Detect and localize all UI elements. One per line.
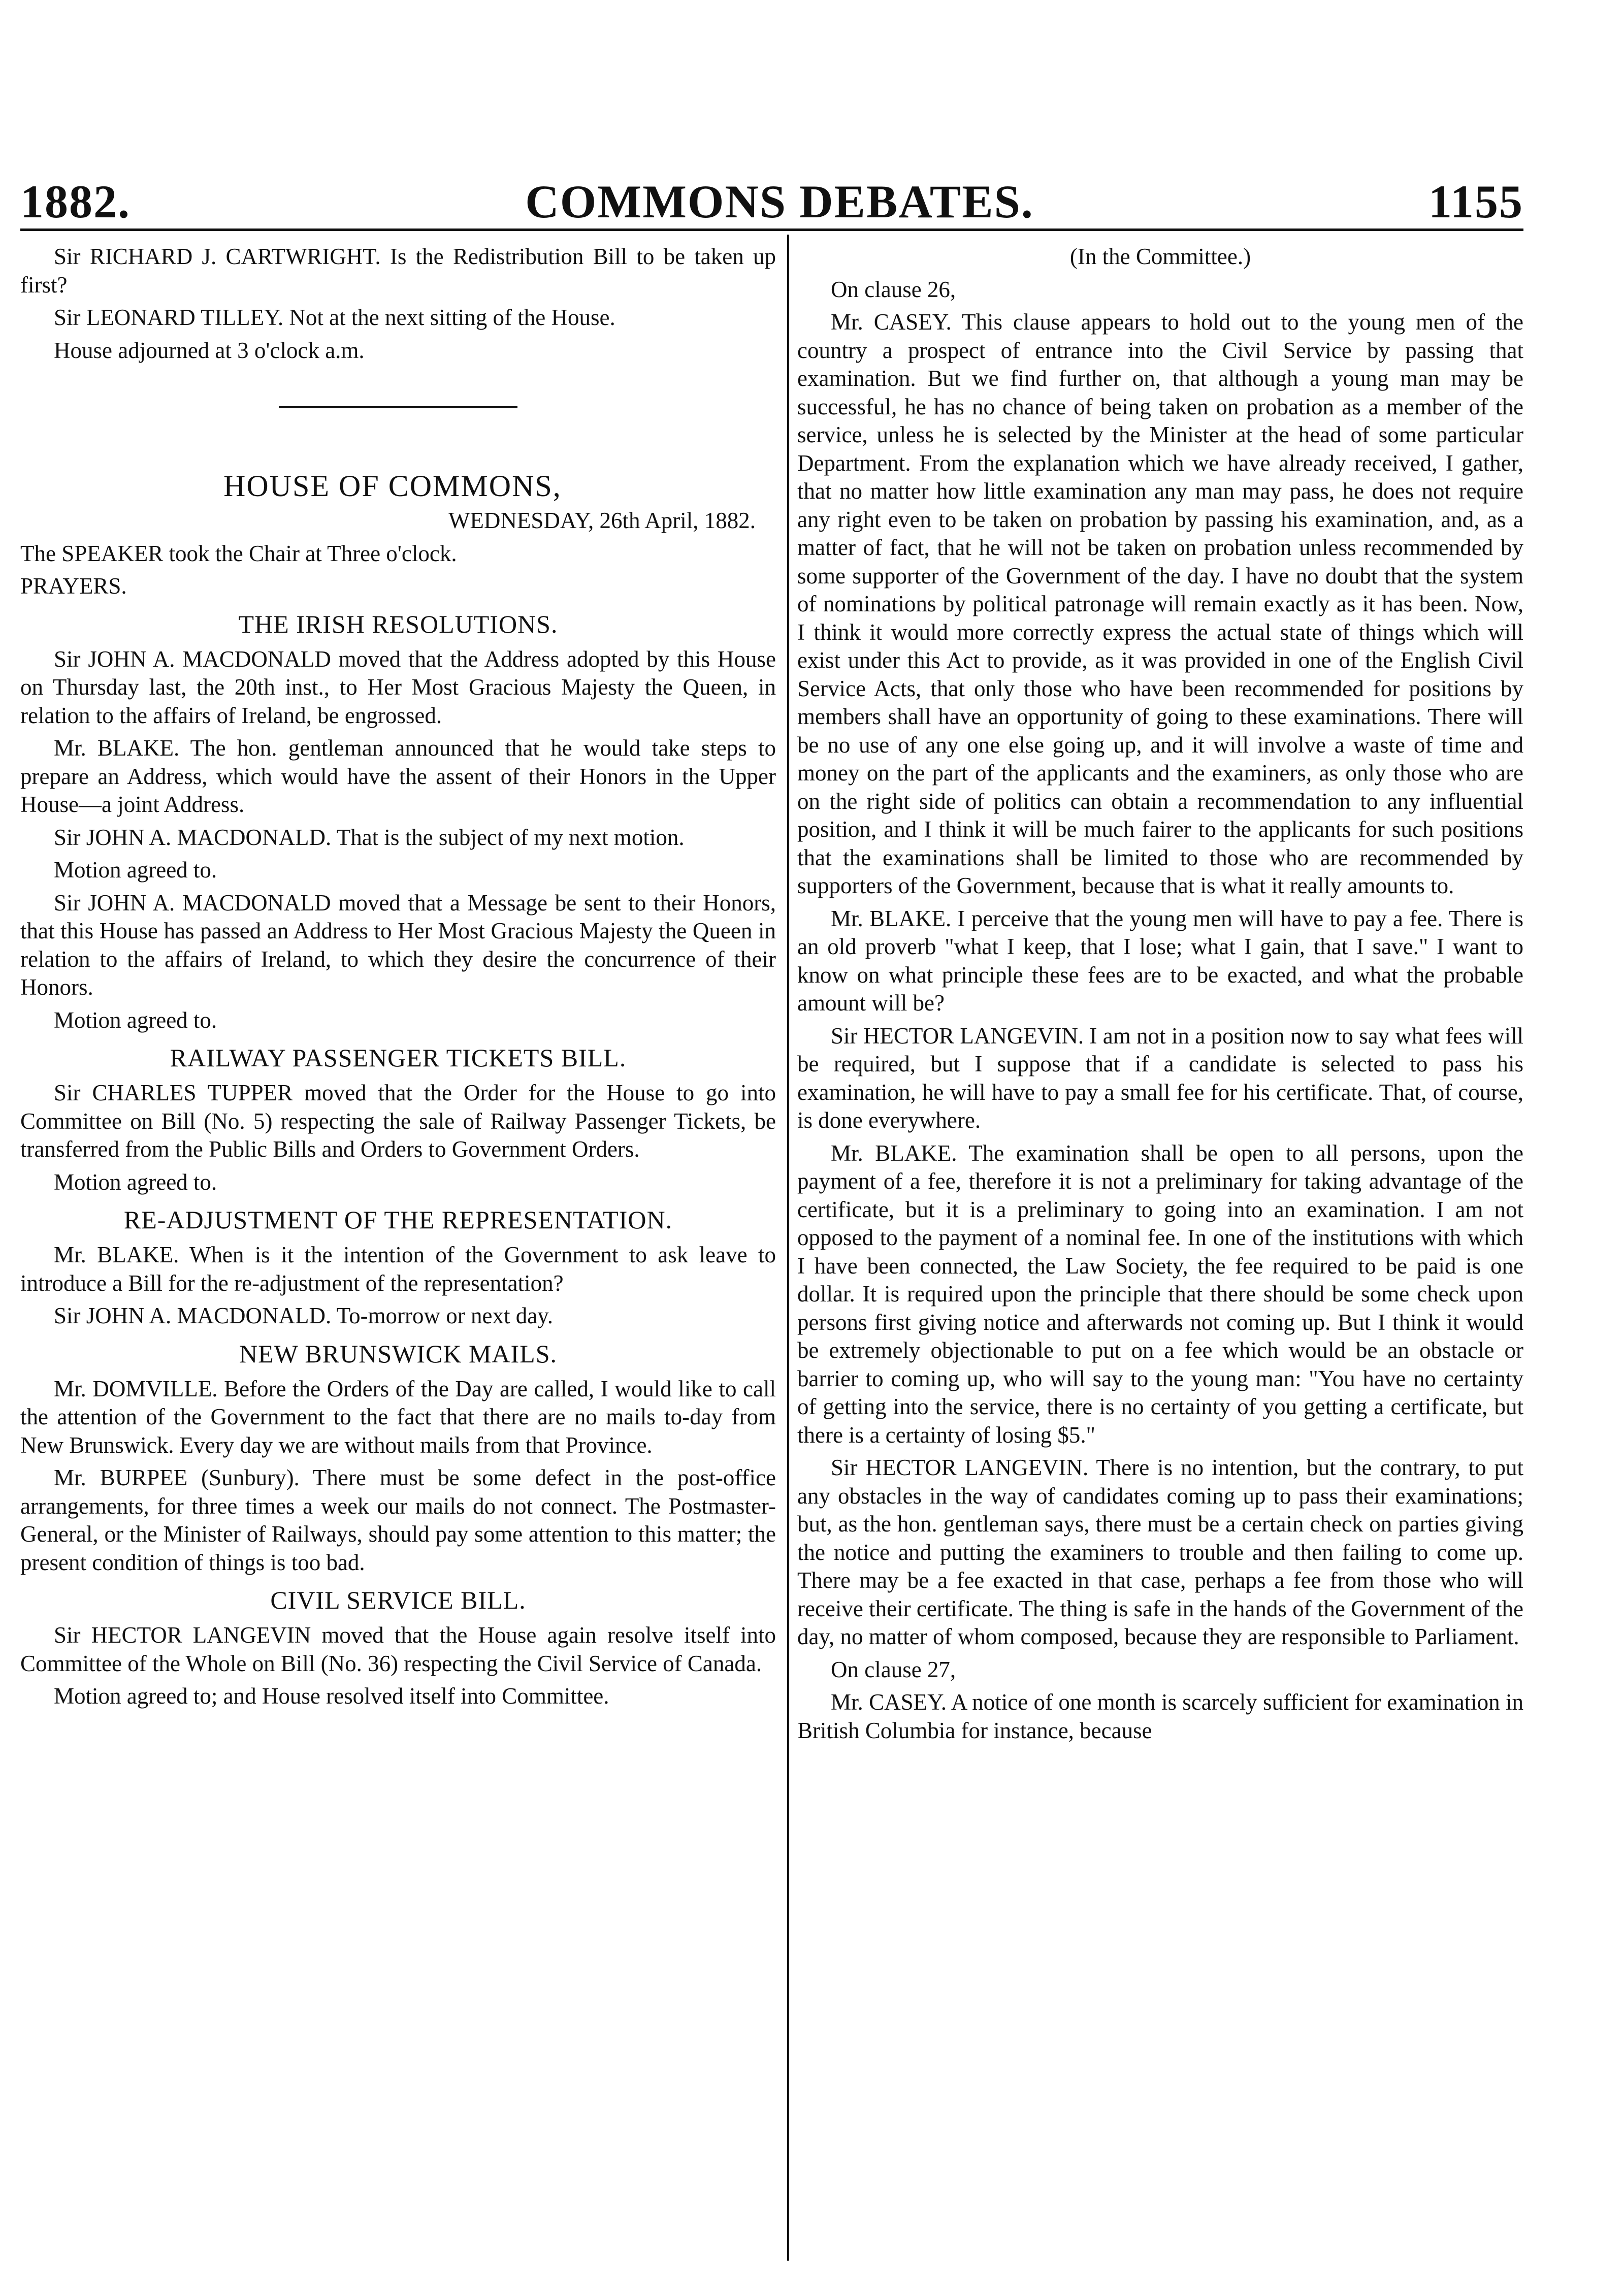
house-title: HOUSE OF COMMONS, xyxy=(223,469,562,503)
section-heading: NEW BRUNSWICK MAILS. xyxy=(239,1339,558,1368)
section-heading: THE IRISH RESOLUTIONS. xyxy=(238,609,558,638)
clause-line: On clause 26, xyxy=(831,276,956,302)
paragraph: Sir CHARLES TUPPER moved that the Order for the House to go into Committee on Bill (No. 5) respecting the sale of Railway Passenger Tickets, be transferred from the Public Bills and Orders to Government Orders. xyxy=(20,1080,776,1162)
paragraph: Mr. BLAKE. I perceive that the young men will have to pay a fee. There is an old proverb "what I keep, that I lose; what I gain, that I save." I want to know on what principle these fees are to be exacted, and what the probable amount will be? xyxy=(797,905,1523,1016)
paragraph: Motion agreed to. xyxy=(54,857,217,883)
date-line: WEDNESDAY, 26th April, 1882. xyxy=(448,508,756,533)
section-heading: CIVIL SERVICE BILL. xyxy=(270,1586,526,1614)
header-page-number: 1155 xyxy=(1428,176,1523,227)
paragraph: Sir HECTOR LANGEVIN. I am not in a position now to say what fees will be required, but I suppose that if a candidate is selected to pass his examination, he will have to pay a small fee for his certificate. That, of course, is done everywhere. xyxy=(797,1023,1523,1133)
header-title: COMMONS DEBATES. xyxy=(525,176,1034,227)
paragraph: Sir HECTOR LANGEVIN. There is no intention, but the contrary, to put any obstacles in the way of candidates coming up to pass their examinations; but, as the hon. gentleman says, there must be a certain check on parties giving the notice and putting the examiners to trouble and then failing to come up. There may be a fee exacted in that case, perhaps a fee from those who will receive their certificate. The thing is safe in the hands of the Government of the day, no matter of whom composed, because they are responsible to Parliament. xyxy=(797,1455,1523,1649)
paragraph: Mr. BLAKE. When is it the intention of the Government to ask leave to introduce a Bill for the re-adjustment of the representation? xyxy=(20,1242,776,1296)
paragraph: Mr. DOMVILLE. Before the Orders of the Day are called, I would like to call the attention of the Government to the fact that there are no mails to-day from New Brunswick. Every day we are without mails from that Province. xyxy=(20,1376,776,1458)
paragraph: Motion agreed to; and House resolved itself into Committee. xyxy=(54,1683,609,1709)
paragraph: Mr. BLAKE. The examination shall be open to all persons, upon the payment of a fee, therefore it is not a preliminary for taking advantage of the certificate, but it is a preliminary to going into an examination. I am not opposed to the payment of a nominal fee. In one of the institutions with which I have been connected, the Law Society, the fee required to be paid is one dollar. It is required upon the principle that there should be some check upon persons first giving notice and afterwards not coming up. But I think it would be extremely objectionable to put on a fee which would be an obstacle or barrier to coming up, who will say to the young man: "You have no certainty of getting into the service, there is no certainty of you getting a certificate, but there is a certainty of losing $5." xyxy=(797,1140,1523,1448)
paragraph: Mr. CASEY. This clause appears to hold out to the young men of the country a prospect of entrance into the Civil Service by passing that examination. But we find further on, that although a young man may be successful, he has no chance of being taken on probation as a member of the service, unless he is selected by the Minister at the head of some particular Department. From the explanation which we have already received, I gather, that no matter how little examination any man may pass, he does not require any right even to be taken on probation by passing his examination, and, as a matter of fact, that he will not be taken on probation unless recommended by some supporter of the Government of the day. I have no doubt that the system of nominations by political patronage will remain exactly as it has been. Now, I think it would more correctly express the actual state of things which will exist under this Act to provide, as it was provided in one of the English Civil Service Acts, that only those who have been recommended for positions by members shall have an opportunity of going to these examinations. There will be no use of any one else going up, and it will involve a waste of time and money on the part of the applicants and the examiners, as only those who are on the right side of politics can obtain a recommendation to any influential position, and I think it will be much fairer to the applicants for such positions that the examinations shall be limited to those who are recommended by supporters of the Government, because that is what it really amounts to. xyxy=(797,309,1523,898)
prayers-line: PRAYERS. xyxy=(20,573,127,599)
page-header xyxy=(20,152,1523,229)
right-column xyxy=(797,243,1523,1749)
section-divider xyxy=(279,406,517,408)
header-year: 1882. xyxy=(20,176,131,227)
paragraph: House adjourned at 3 o'clock a.m. xyxy=(54,337,365,363)
paragraph: Sir JOHN A. MACDONALD moved that the Address adopted by this House on Thursday last, the 20th inst., to Her Most Gracious Majesty the Queen, in relation to the affairs of Ireland, be engrossed. xyxy=(20,646,776,728)
paragraph: Sir HECTOR LANGEVIN moved that the House again resolve itself into Committee of the Whole on Bill (No. 36) respecting the Civil Service of Canada. xyxy=(20,1622,776,1676)
speaker-line: The SPEAKER took the Chair at Three o'clock. xyxy=(20,540,457,566)
paragraph: Sir JOHN A. MACDONALD. To-morrow or next day. xyxy=(54,1303,554,1328)
paragraph: Mr. CASEY. A notice of one month is scarcely sufficient for examination in British Columbia for instance, because xyxy=(797,1689,1523,1743)
committee-note: (In the Committee.) xyxy=(1069,244,1251,269)
paragraph: Sir LEONARD TILLEY. Not at the next sitting of the House. xyxy=(54,305,615,330)
paragraph: Mr. BURPEE (Sunbury). There must be some defect in the post-office arrangements, for three times a week our mails do not connect. The Postmaster-General, or the Minister of Railways, should pay some attention to this matter; the present condition of things is too bad. xyxy=(20,1465,776,1575)
paragraph: Sir RICHARD J. CARTWRIGHT. Is the Redistribution Bill to be taken up first? xyxy=(20,244,776,298)
paragraph: Motion agreed to. xyxy=(54,1007,217,1033)
paragraph: Mr. BLAKE. The hon. gentleman announced that he would take steps to prepare an Address, which would have the assent of their Honors in the Upper House—a joint Address. xyxy=(20,735,776,817)
section-heading: RE-ADJUSTMENT OF THE REPRESENTATION. xyxy=(123,1205,673,1234)
paragraph: Sir JOHN A. MACDONALD moved that a Message be sent to their Honors, that this House has passed an Address to Her Most Gracious Majesty the Queen in relation to the affairs of Ireland, to which they desire the concurrence of their Honors. xyxy=(20,890,776,1000)
paragraph: Sir JOHN A. MACDONALD. That is the subject of my next motion. xyxy=(54,824,685,850)
left-column xyxy=(20,243,776,1715)
column-divider xyxy=(787,235,789,2261)
section-heading: RAILWAY PASSENGER TICKETS BILL. xyxy=(170,1043,627,1072)
header-rule xyxy=(20,229,1523,231)
clause-line: On clause 27, xyxy=(831,1656,956,1682)
paragraph: Motion agreed to. xyxy=(54,1169,217,1195)
